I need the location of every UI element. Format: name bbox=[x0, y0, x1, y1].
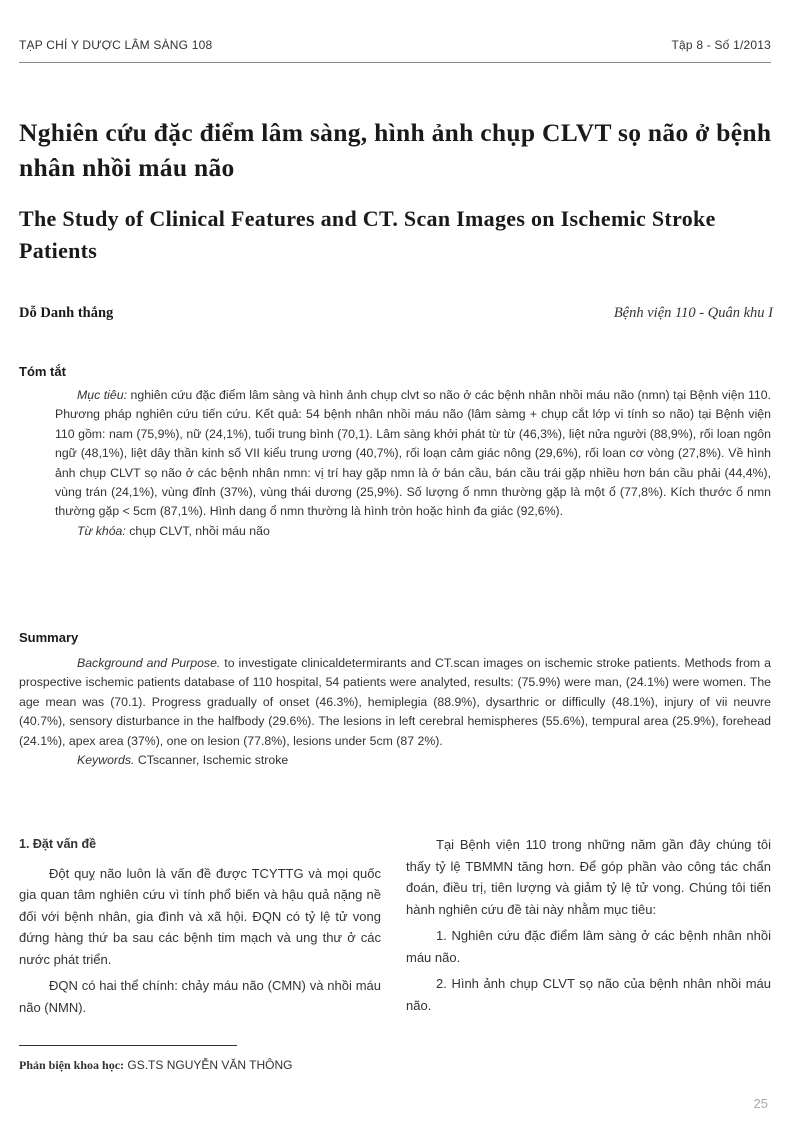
abstract-en-heading: Summary bbox=[19, 630, 79, 645]
keywords-vi-text: chụp CLVT, nhồi máu não bbox=[125, 523, 270, 538]
abstract-vi-body bbox=[55, 386, 771, 522]
body-right-column bbox=[406, 834, 771, 1021]
abstract-vi-keywords bbox=[55, 522, 771, 541]
abstract-en-body bbox=[19, 654, 771, 751]
footnote-divider bbox=[19, 1045, 237, 1046]
abstract-vietnamese bbox=[55, 386, 771, 541]
abstract-en-lead: Background and Purpose. bbox=[77, 656, 221, 670]
reviewer-footnote bbox=[19, 1058, 293, 1073]
paragraph-objectives-intro: Tại Bệnh viện 110 trong những năm gần đây chúng tôi thấy tỷ lệ TBMMN tăng hơn. Để góp phần vào công tác chẩn đoán, điều trị, tiên lượng và giảm tỷ lệ tử vong. Chúng tôi tiến hành nghiên cứu đề tài này nhằm mục tiêu: bbox=[406, 837, 771, 917]
abstract-en-text: to investigate clinicaldetermirants and CT.scan images on ischemic stroke patients. Methods from a prospective ischemic patients database of 110 hospital, 54 patients were analyted, results: (75.9%) were man, (24.1%) were women. The age mean was (70.1). Progress gradually of onset (46.3%), hemiplegia (88.9%), dysarthric or difficully (48.1%), injury of vii neuvre (40.7%), sensory disturbance in the halfbody (29.6%). The lesions in left cerebral hemispheres (55.6%), tempural area (25.9%), forehead (24.1%), apex area (37%), one on lesion (77.8%), lesions under 5cm (87 2%). bbox=[19, 656, 771, 748]
keywords-vi-label: Từ khóa: bbox=[77, 523, 126, 538]
reviewer-name: GS.TS NGUYỄN VĂN THÔNG bbox=[127, 1058, 293, 1072]
header-divider bbox=[19, 62, 771, 63]
paragraph-intro: Đột quỵ não luôn là vấn đề được TCYTTG và mọi quốc gia quan tâm nghiên cứu vì tính phổ biến và hậu quả nặng nề đối với bệnh nhân, gia đình và xã hội. ĐQN có tỷ lệ tử vong đứng hàng thứ ba sau các bệnh tim mạch và ung thư ở các nước phát triển. bbox=[19, 865, 381, 967]
abstract-en-keywords bbox=[19, 751, 771, 770]
abstract-vi-heading: Tóm tắt bbox=[19, 364, 66, 379]
section-heading: 1. Đặt vấn đề bbox=[19, 837, 97, 851]
abstract-english bbox=[19, 654, 771, 770]
journal-name: TẠP CHÍ Y DƯỢC LÂM SÀNG 108 bbox=[19, 38, 213, 52]
objective-1: 1. Nghiên cứu đặc điểm lâm sàng ở các bệnh nhân nhồi máu não. bbox=[406, 928, 771, 965]
reviewer-label: Phản biện khoa học: bbox=[19, 1058, 125, 1072]
running-header bbox=[19, 38, 771, 58]
issue-info: Tập 8 - Số 1/2013 bbox=[671, 38, 771, 52]
article-title-english: The Study of Clinical Features and CT. Scan Images on Ischemic Stroke Patients bbox=[19, 206, 716, 263]
author-affiliation: Bệnh viện 110 - Quân khu I bbox=[613, 305, 773, 321]
keywords-en-text: CTscanner, Ischemic stroke bbox=[134, 753, 289, 768]
abstract-vi-text: nghiên cứu đặc điểm lâm sàng và hình ảnh chụp clvt so não ở các bệnh nhân nhồi máu não (nmn) tại Bệnh viện 110. Phương pháp nghiên cứu tiến cứu. Kết quả: 54 bệnh nhân nhồi máu não (lâm sàmg + chụp cắt lớp vi tính so não) tại Bệnh viện 110 gồm: nam (75,9%), nữ (24,1%), tuổi trung bình (70,1). Lâm sàng khởi phát từ từ (46,3%), liệt nửa người (88,9%), rối loan ngôn ngữ (48,1%), liệt dây thần kinh số VII kiểu trung ương (40,7%), rối loạn cảm giác nông (29,6%), rối loan cơ vòng (27,8%). Về hình ảnh chụp CLVT sọ não ở các bệnh nhân nmn: vị trí hay gặp nmn là ở bán cầu, bán cầu trái gặp nhiều hơn bán cầu phải (44,4%), vùng trán (24,1%), vùng đỉnh (37%), vùng thái dương (25,9%). Số lượng ổ nmn thường gặp là một ổ (77,8%). Kích thước ổ nmn thường gặp < 5cm (87,1%). Hình dang ổ nmn thường là hình tròn hoặc hình đa giác (92,6%). bbox=[55, 388, 771, 519]
paragraph-stroke-types: ĐQN có hai thể chính: chảy máu não (CMN) và nhồi máu não (NMN). bbox=[19, 978, 381, 1015]
objective-2: 2. Hình ảnh chụp CLVT sọ não của bệnh nhân nhồi máu não. bbox=[406, 976, 771, 1013]
article-title-vietnamese: Nghiên cứu đặc điểm lâm sàng, hình ảnh chụp CLVT sọ não ở bệnh nhân nhồi máu não bbox=[19, 118, 772, 182]
author-name: Dỗ Danh thắng bbox=[19, 305, 114, 321]
page-number: 25 bbox=[753, 1096, 768, 1111]
body-left-column bbox=[19, 834, 381, 1023]
keywords-en-label: Keywords. bbox=[77, 753, 135, 768]
abstract-vi-lead: Mục tiêu: bbox=[77, 388, 127, 402]
